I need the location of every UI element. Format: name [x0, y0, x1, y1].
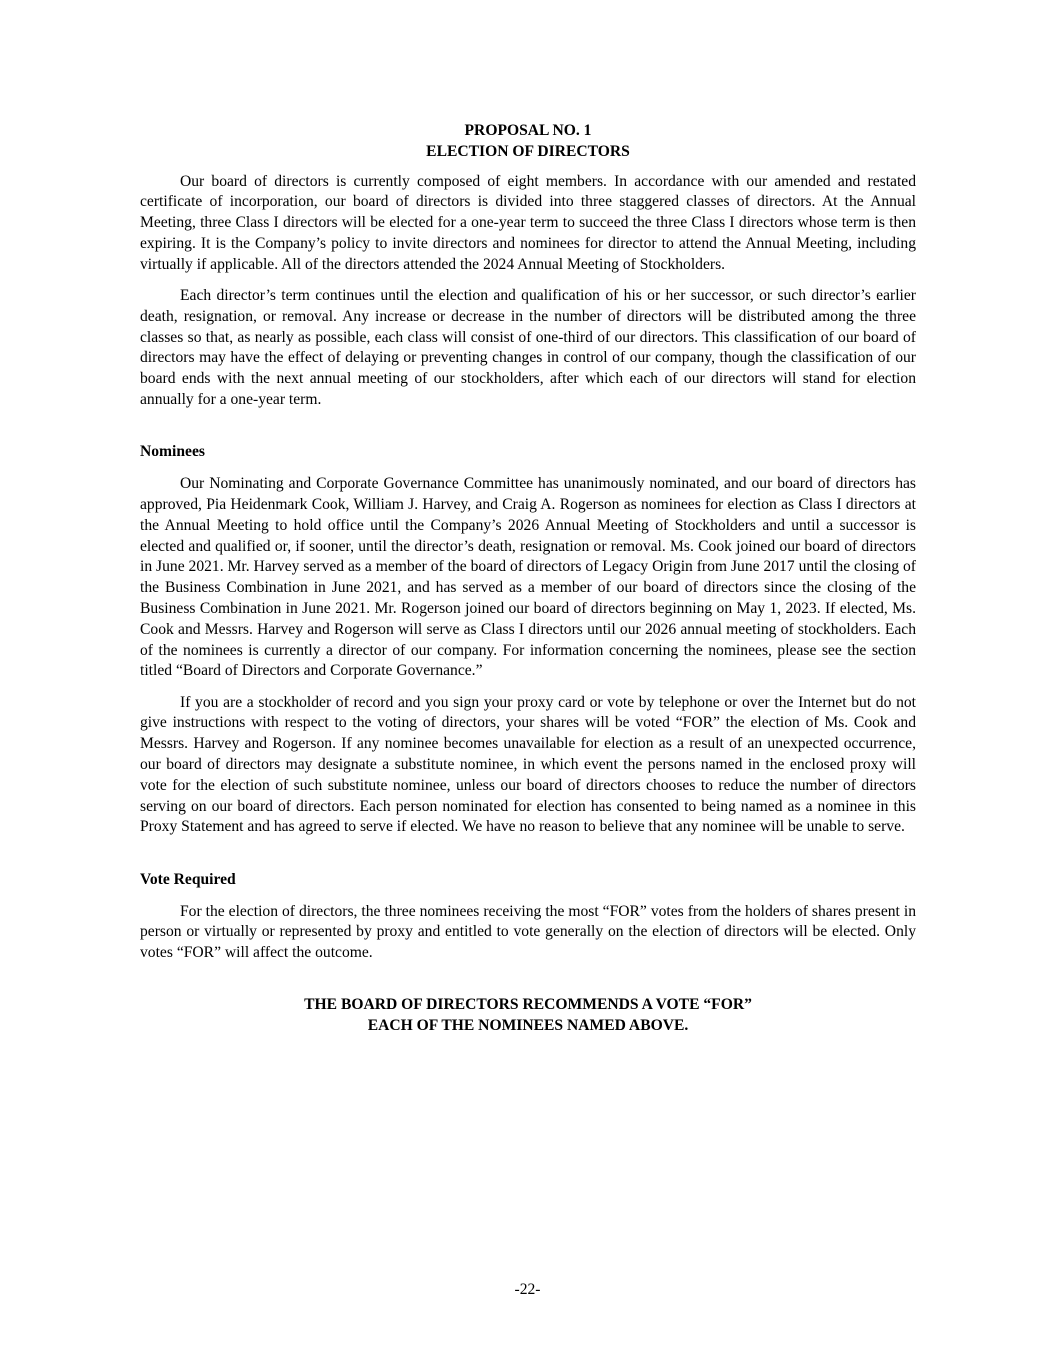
recommendation-line-1: THE BOARD OF DIRECTORS RECOMMENDS A VOTE “FOR”	[304, 995, 752, 1013]
vote-required-heading: Vote Required	[140, 870, 236, 888]
board-recommendation	[140, 995, 916, 1037]
recommendation-line-2: EACH OF THE NOMINEES NAMED ABOVE.	[367, 1016, 689, 1034]
intro-paragraph-2: Each director’s term continues until the election and qualification of his or her successor, or such director’s earlier death, resignation, or removal. Any increase or decrease in the number of directors will be distributed among the three classes so that, as nearly as possible, each class will consist of one-third of our directors. This classification of our board of directors may have the effect of delaying or preventing changes in control of our company, though the classification of our board ends with the next annual meeting of our stockholders, after which each of our directors will stand for election annually for a one-year term.	[140, 287, 916, 409]
nominees-paragraph-1: Our Nominating and Corporate Governance Committee has unanimously nominated, and our board of directors has approved, Pia Heidenmark Cook, William J. Harvey, and Craig A. Rogerson as nominees for election as Class I directors at the Annual Meeting to hold office until the Company’s 2026 Annual Meeting of Stockholders and until a successor is elected and qualified or, if sooner, until the director’s death, resignation or removal. Ms. Cook joined our board of directors in June 2021. Mr. Harvey served as a member of the board of directors of Legacy Origin from June 2017 until the closing of the Business Combination in June 2021, and has served as a member of our board of directors since the closing of the Business Combination in June 2021. Mr. Rogerson joined our board of directors beginning on May 1, 2023. If elected, Ms. Cook and Messrs. Harvey and Rogerson will serve as Class I directors until our 2026 annual meeting of stockholders. Each of the nominees is currently a director of our company. For information concerning the nominees, please see the section titled “Board of Directors and Corporate Governance.”	[140, 475, 916, 680]
page-number: -22-	[514, 1281, 541, 1298]
proposal-number: PROPOSAL NO. 1	[464, 122, 592, 139]
document-page	[140, 121, 916, 1036]
intro-paragraph-1: Our board of directors is currently composed of eight members. In accordance with our amended and restated certificate of incorporation, our board of directors is divided into three staggered classes of directors. At the Annual Meeting, three Class I directors will be elected for a one-year term to succeed the three Class I directors whose term is then expiring. It is the Company’s policy to invite directors and nominees for director to attend the Annual Meeting, including virtually if applicable. All of the directors attended the 2024 Annual Meeting of Stockholders.	[140, 172, 916, 273]
nominees-paragraph-2: If you are a stockholder of record and you sign your proxy card or vote by telephone or over the Internet but do not give instructions with respect to the voting of directors, your shares will be voted “FOR” the election of Ms. Cook and Messrs. Harvey and Rogerson. If any nominee becomes unavailable for election as a result of an unexpected occurrence, our board of directors may designate a substitute nominee, in which event the persons named in the enclosed proxy will vote for the election of such substitute nominee, unless our board of directors chooses to reduce the number of directors serving on our board of directors. Each person nominated for election has consented to being named as a nominee in this Proxy Statement and has agreed to serve if elected. We have no reason to believe that any nominee will be unable to serve.	[140, 693, 916, 836]
vote-required-paragraph: For the election of directors, the three nominees receiving the most “FOR” votes from the holders of shares present in person or virtually or represented by proxy and entitled to vote generally on the election of directors will be elected. Only votes “FOR” will affect the outcome.	[140, 902, 916, 962]
proposal-title: ELECTION OF DIRECTORS	[426, 142, 630, 160]
nominees-heading: Nominees	[140, 443, 205, 461]
